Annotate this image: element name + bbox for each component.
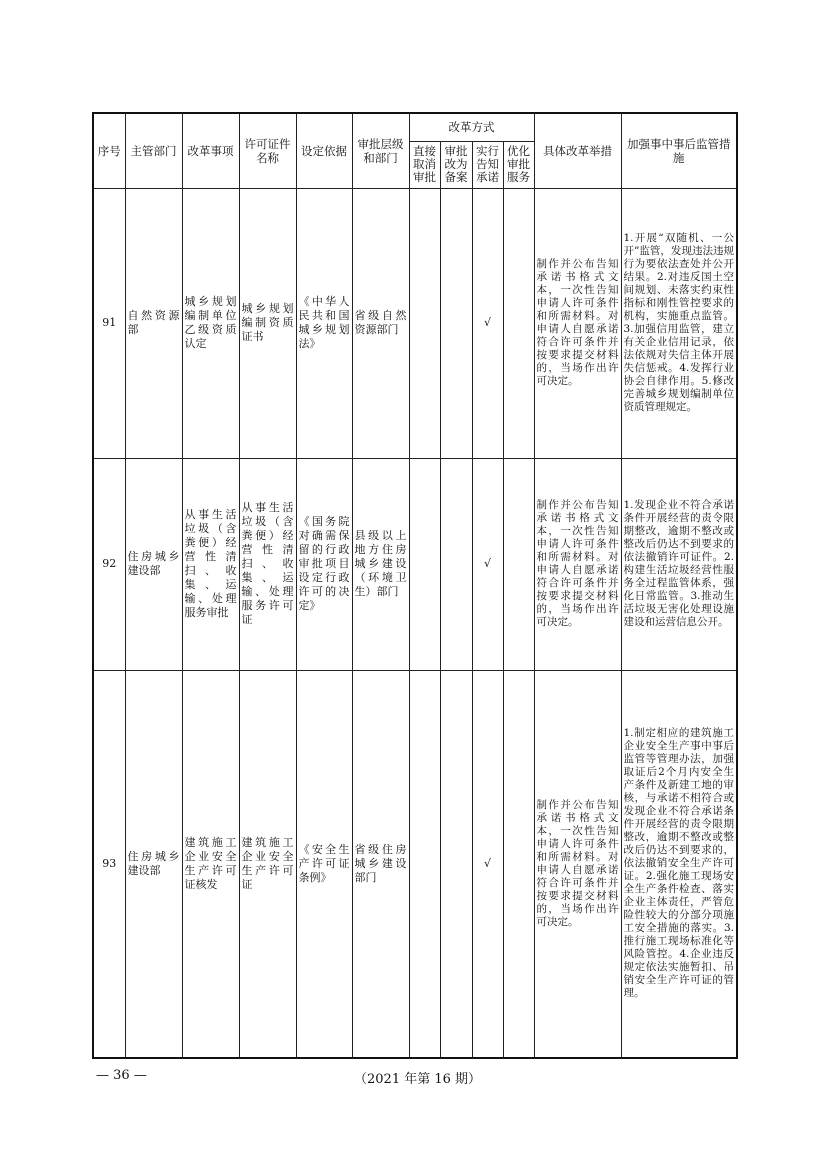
- row-measures: 制作并公布告知承诺书格式文本，一次性告知申请人许可条件和所需材料。对申请人自愿承诺符合许可条件并按要求提交材料的，当场作出许可决定。: [534, 458, 621, 670]
- row-supervision: 1.开展“双随机、一公开”监管，发现违法违规行为要依法查处并公开结果。2.对违反国土空间规划、未落实约束性指标和刚性管控要求的机构，实施重点监管。3.加强信用监管，建立有关企业信用记录，依法依规对失信主体开展失信惩戒。4.发挥行业协会自律作用。5.修改完善城乡规划编制单位资质管理规定。: [621, 188, 737, 458]
- row-seq: 92: [93, 458, 125, 670]
- row-basis: 《安全生产许可证条例》: [296, 670, 352, 1058]
- header-method-commitment: 实行告知承诺: [472, 141, 503, 188]
- table-row: [93, 458, 737, 670]
- row-dept: 住房城乡建设部: [125, 670, 182, 1058]
- header-item: 改革事项: [182, 113, 239, 188]
- row-method-filing: [440, 458, 472, 670]
- row-item: 城乡规划编制单位乙级资质认定: [182, 188, 239, 458]
- row-method-cancel: [409, 188, 440, 458]
- header-dept: 主管部门: [125, 113, 182, 188]
- row-method-commitment: √: [472, 458, 503, 670]
- header-measures: 具体改革举措: [534, 113, 621, 188]
- row-supervision: 1.发现企业不符合承诺条件开展经营的责令限期整改，逾期不整改或整改后仍达不到要求的依法撤销许可证件。2.构建生活垃圾经营性服务全过程监管体系，强化日常监管。3.推动生活垃圾无害化处理设施建设和运营信息公开。: [621, 458, 737, 670]
- header-basis: 设定依据: [296, 113, 352, 188]
- header-method-cancel: 直接取消审批: [409, 141, 440, 188]
- header-seq: 序号: [93, 113, 125, 188]
- row-seq: 91: [93, 188, 125, 458]
- header-supervision: 加强事中事后监管措施: [621, 113, 737, 188]
- issue-label: （2021 年第 16 期）: [354, 1072, 482, 1087]
- row-method-filing: [440, 188, 472, 458]
- row-level: 省级自然资源部门: [352, 188, 409, 458]
- row-method-cancel: [409, 458, 440, 670]
- header-method-optimize: 优化审批服务: [503, 141, 534, 188]
- row-method-filing: [440, 670, 472, 1058]
- row-method-optimize: [503, 458, 534, 670]
- row-basis: 《国务院对确需保留的行政审批项目设定行政许可的决定》: [296, 458, 352, 670]
- row-dept: 住房城乡建设部: [125, 458, 182, 670]
- header-method-filing: 审批改为备案: [440, 141, 472, 188]
- row-method-optimize: [503, 670, 534, 1058]
- table-row: [93, 188, 737, 458]
- row-level: 省级住房城乡建设部门: [352, 670, 409, 1058]
- row-basis: 《中华人民共和国城乡规划法》: [296, 188, 352, 458]
- table-row: [93, 670, 737, 1058]
- row-measures: 制作并公布告知承诺书格式文本，一次性告知申请人许可条件和所需材料。对申请人自愿承诺符合许可条件并按要求提交材料的，当场作出许可决定。: [534, 188, 621, 458]
- row-method-commitment: √: [472, 670, 503, 1058]
- row-method-commitment: √: [472, 188, 503, 458]
- row-method-cancel: [409, 670, 440, 1058]
- row-item: 从事生活垃圾（含粪便）经营性清扫、收集、运输、处理服务审批: [182, 458, 239, 670]
- row-license: 城乡规划编制资质证书: [239, 188, 296, 458]
- row-level: 县级以上地方住房城乡建设（环境卫生）部门: [352, 458, 409, 670]
- row-license: 从事生活垃圾（含粪便）经营性清扫、收集、运输、处理服务许可证: [239, 458, 296, 670]
- page-number: — 36 —: [96, 1068, 147, 1083]
- header-method: 改革方式: [409, 113, 534, 141]
- row-supervision: 1.制定相应的建筑施工企业安全生产事中事后监管等管理办法，加强取证后2个月内安全生产条件及新建工地的审核，与承诺不相符合或发现企业不符合承诺条件开展经营的责令限期整改，逾期不整改或整改后仍达不到要求的，依法撤销安全生产许可证。2.强化施工现场安全生产条件检查、落实企业主体责任，严管危险性较大的分部分项施工安全措施的落实。3.推行施工现场标准化等风险管控。4.企业违反规定依法实施暂扣、吊销安全生产许可证的管理。: [621, 670, 737, 1058]
- header-level: 审批层级和部门: [352, 113, 409, 188]
- reform-table: [92, 112, 738, 1059]
- row-measures: 制作并公布告知承诺书格式文本，一次性告知申请人许可条件和所需材料。对申请人自愿承诺符合许可条件并按要求提交材料的，当场作出许可决定。: [534, 670, 621, 1058]
- row-item: 建筑施工企业安全生产许可证核发: [182, 670, 239, 1058]
- row-method-optimize: [503, 188, 534, 458]
- row-dept: 自然资源部: [125, 188, 182, 458]
- row-license: 建筑施工企业安全生产许可证: [239, 670, 296, 1058]
- row-seq: 93: [93, 670, 125, 1058]
- header-license: 许可证件名称: [239, 113, 296, 188]
